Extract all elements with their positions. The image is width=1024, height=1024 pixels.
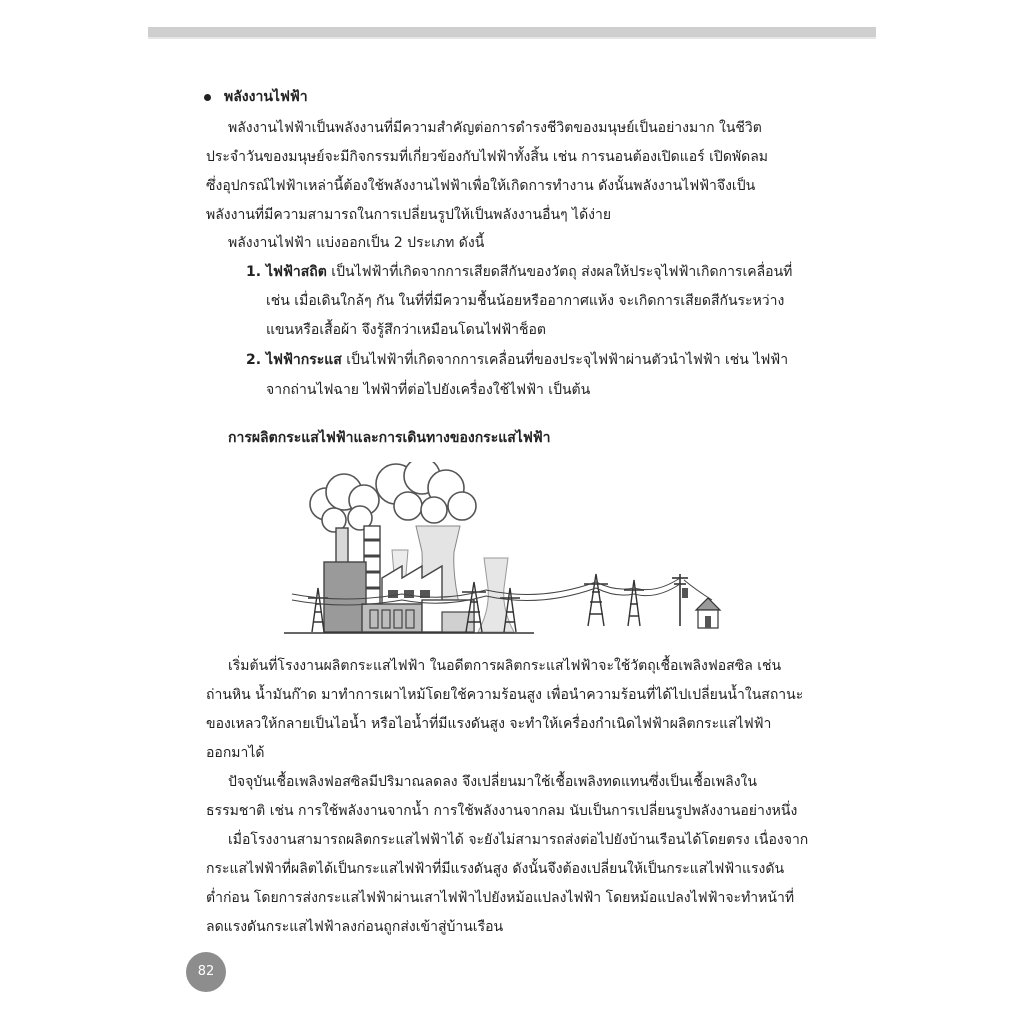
paragraph-line: พลังงานไฟฟ้าเป็นพลังงานที่มีความสำคัญต่อการดำรงชีวิตของมนุษย์เป็นอย่างมาก ในชีวิต <box>228 120 762 136</box>
list-text: เป็นไฟฟ้าที่เกิดจากการเคลื่อนที่ของประจุไฟฟ้าผ่านตัวนำไฟฟ้า เช่น ไฟฟ้า <box>341 352 789 368</box>
paragraph-line: กระแสไฟฟ้าที่ผลิตได้เป็นกระแสไฟฟ้าที่มีแรงดันสูง ดังนั้นจึงต้องเปลี่ยนให้เป็นกระแสไฟฟ้าแรงดัน <box>206 861 785 877</box>
section-heading: พลังงานไฟฟ้า <box>224 89 308 105</box>
subsection-heading: การผลิตกระแสไฟฟ้าและการเดินทางของกระแสไฟฟ้า <box>228 430 551 446</box>
list-continuation: จากถ่านไฟฉาย ไฟฟ้าที่ต่อไปยังเครื่องใช้ไฟฟ้า เป็นต้น <box>266 382 591 398</box>
paragraph-line: ธรรมชาติ เช่น การใช้พลังงานจากน้ำ การใช้พลังงานจากลม นับเป็นการเปลี่ยนรูปพลังงานอย่างหนึ่ง <box>206 803 798 819</box>
paragraph-line: ปัจจุบันเชื้อเพลิงฟอสซิลมีปริมาณลดลง จึงเปลี่ยนมาใช้เชื้อเพลิงทดแทนซึ่งเป็นเชื้อเพลิงใน <box>228 774 757 790</box>
list-continuation: เช่น เมื่อเดินใกล้ๆ กัน ในที่ที่มีความชื้นน้อยหรืออากาศแห้ง จะเกิดการเสียดสีกันระหว่าง <box>266 293 785 309</box>
power-plant-illustration <box>284 462 728 638</box>
paragraph-line: พลังงานที่มีความสามารถในการเปลี่ยนรูปให้เป็นพลังงานอื่นๆ ได้ง่าย <box>206 207 612 223</box>
header-rule <box>148 27 876 39</box>
paragraph-line: ลดแรงดันกระแสไฟฟ้าลงก่อนถูกส่งเข้าสู่บ้านเรือน <box>206 919 504 935</box>
page-number: 82 <box>186 952 226 992</box>
bullet-dot <box>204 94 211 101</box>
list-continuation: แขนหรือเสื้อผ้า จึงรู้สึกว่าเหมือนโดนไฟฟ้าช็อต <box>266 322 547 338</box>
paragraph-line: พลังงานไฟฟ้า แบ่งออกเป็น 2 ประเภท ดังนี้ <box>228 235 485 251</box>
paragraph-line: ต่ำก่อน โดยการส่งกระแสไฟฟ้าผ่านเสาไฟฟ้าไปยังหม้อแปลงไฟฟ้า โดยหม้อแปลงไฟฟ้าจะทำหน้าที่ <box>206 890 795 906</box>
list-text: เป็นไฟฟ้าที่เกิดจากการเสียดสีกันของวัตถุ ส่งผลให้ประจุไฟฟ้าเกิดการเคลื่อนที่ <box>326 264 793 280</box>
paragraph-line: ซึ่งอุปกรณ์ไฟฟ้าเหล่านี้ต้องใช้พลังงานไฟฟ้าเพื่อให้เกิดการทำงาน ดังนั้นพลังงานไฟฟ้าจึงเป็น <box>206 178 756 194</box>
paragraph-line: ออกมาได้ <box>206 745 265 761</box>
paragraph-line: เริ่มต้นที่โรงงานผลิตกระแสไฟฟ้า ในอดีตการผลิตกระแสไฟฟ้าจะใช้วัตถุเชื้อเพลิงฟอสซิล เช่น <box>228 658 782 674</box>
paragraph-line: ประจำวันของมนุษย์จะมีกิจกรรมที่เกี่ยวข้องกับไฟฟ้าทั้งสิ้น เช่น การนอนต้องเปิดแอร์ เปิดพัดลม <box>206 149 769 165</box>
list-number: 1. <box>246 264 262 280</box>
paragraph-line: ถ่านหิน น้ำมันก๊าด มาทำการเผาไหม้โดยใช้ความร้อนสูง เพื่อนำความร้อนที่ได้ไปเปลี่ยนน้ำในสถานะ <box>206 687 804 703</box>
list-item <box>266 262 792 282</box>
list-number: 2. <box>246 352 262 368</box>
list-term: ไฟฟ้ากระแส <box>266 352 342 368</box>
paragraph-line: เมื่อโรงงานสามารถผลิตกระแสไฟฟ้าได้ จะยังไม่สามารถส่งต่อไปยังบ้านเรือนได้โดยตรง เนื่องจาก <box>228 832 809 848</box>
paragraph-line: ของเหลวให้กลายเป็นไอน้ำ หรือไอน้ำที่มีแรงดันสูง จะทำให้เครื่องกำเนิดไฟฟ้าผลิตกระแสไฟฟ้า <box>206 716 772 732</box>
list-term: ไฟฟ้าสถิต <box>266 264 327 280</box>
list-item <box>266 350 788 370</box>
